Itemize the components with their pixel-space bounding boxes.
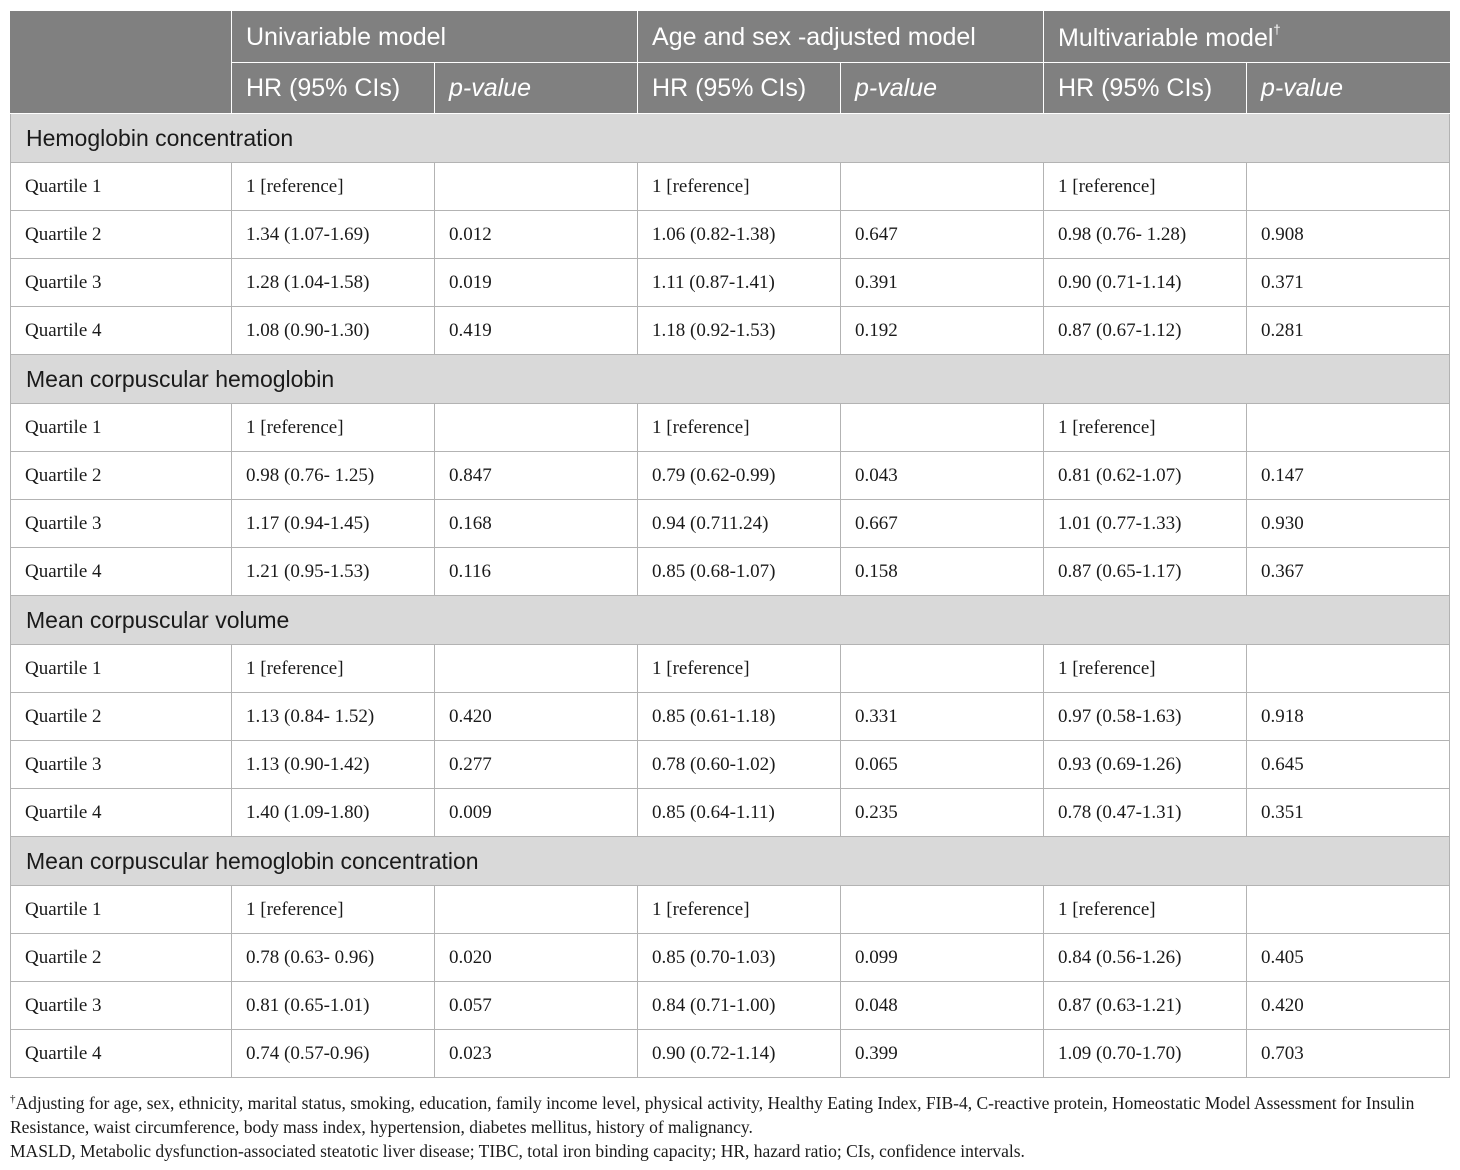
hr-ci-cell: 1.13 (0.84- 1.52) — [232, 693, 435, 741]
hr-ci-cell: 1 [reference] — [1044, 645, 1247, 693]
p-value-cell: 0.048 — [841, 982, 1044, 1030]
table-row — [11, 789, 1450, 837]
footnote-adjusting-text: Adjusting for age, sex, ethnicity, marital status, smoking, education, family income level, physical activity, Healthy Eating Index, FIB-4, C-reactive protein, Homeostatic Model Assessment for Insulin Resistance, waist circumference, body mass index, hypertension, diabetes mellitus, history of malignancy. — [10, 1093, 1415, 1137]
p-value-cell: 0.009 — [435, 789, 638, 837]
table-row — [11, 500, 1450, 548]
header-p-value: p-value — [1247, 63, 1450, 114]
p-value-cell: 0.420 — [435, 693, 638, 741]
p-value-cell: 0.918 — [1247, 693, 1450, 741]
header-hr-ci: HR (95% CIs) — [638, 63, 841, 114]
p-value-cell — [435, 886, 638, 934]
row-label: Quartile 2 — [11, 211, 232, 259]
row-label: Quartile 4 — [11, 1030, 232, 1078]
p-value-cell: 0.057 — [435, 982, 638, 1030]
hr-ci-cell: 1 [reference] — [1044, 886, 1247, 934]
table-row — [11, 548, 1450, 596]
hr-ci-cell: 0.84 (0.71-1.00) — [638, 982, 841, 1030]
footnote-abbreviations: MASLD, Metabolic dysfunction-associated steatotic liver disease; TIBC, total iron binding capacity; HR, hazard ratio; CIs, confidence intervals. — [10, 1141, 1025, 1161]
hr-ci-cell: 1 [reference] — [232, 163, 435, 211]
row-label: Quartile 2 — [11, 452, 232, 500]
p-value-cell: 0.281 — [1247, 307, 1450, 355]
row-label: Quartile 4 — [11, 789, 232, 837]
p-value-cell — [841, 404, 1044, 452]
row-label: Quartile 1 — [11, 645, 232, 693]
p-value-cell — [1247, 886, 1450, 934]
p-value-cell: 0.420 — [1247, 982, 1450, 1030]
row-label: Quartile 3 — [11, 259, 232, 307]
p-value-cell: 0.023 — [435, 1030, 638, 1078]
p-value-cell: 0.703 — [1247, 1030, 1450, 1078]
footnote-dagger: † — [10, 1093, 16, 1105]
p-value-cell: 0.019 — [435, 259, 638, 307]
row-label: Quartile 2 — [11, 934, 232, 982]
hr-ci-cell: 1.18 (0.92-1.53) — [638, 307, 841, 355]
hr-ci-cell: 1.21 (0.95-1.53) — [232, 548, 435, 596]
hr-ci-cell: 1.09 (0.70-1.70) — [1044, 1030, 1247, 1078]
header-group-row — [11, 12, 1450, 63]
p-value-cell: 0.645 — [1247, 741, 1450, 789]
p-value-cell — [435, 404, 638, 452]
table-row — [11, 982, 1450, 1030]
header-p-value: p-value — [435, 63, 638, 114]
p-value-cell: 0.043 — [841, 452, 1044, 500]
hr-ci-cell: 1 [reference] — [232, 886, 435, 934]
hr-ci-cell: 1.08 (0.90-1.30) — [232, 307, 435, 355]
section-row — [11, 114, 1450, 163]
p-value-cell: 0.351 — [1247, 789, 1450, 837]
hr-ci-cell: 0.74 (0.57-0.96) — [232, 1030, 435, 1078]
p-value-cell: 0.235 — [841, 789, 1044, 837]
row-label: Quartile 1 — [11, 886, 232, 934]
table-row — [11, 163, 1450, 211]
table-header — [11, 12, 1450, 114]
p-value-cell — [435, 645, 638, 693]
hr-ci-cell: 0.78 (0.63- 0.96) — [232, 934, 435, 982]
table-row — [11, 886, 1450, 934]
section-row — [11, 355, 1450, 404]
hr-ci-cell: 0.87 (0.63-1.21) — [1044, 982, 1247, 1030]
table-row — [11, 211, 1450, 259]
header-multivariable-label: Multivariable model — [1058, 23, 1274, 52]
hr-ci-cell: 0.85 (0.68-1.07) — [638, 548, 841, 596]
hr-ci-cell: 1.01 (0.77-1.33) — [1044, 500, 1247, 548]
header-hr-ci: HR (95% CIs) — [232, 63, 435, 114]
p-value-cell: 0.371 — [1247, 259, 1450, 307]
header-age-sex-label: Age and sex -adjusted model — [652, 22, 976, 51]
p-value-cell: 0.192 — [841, 307, 1044, 355]
table-row — [11, 1030, 1450, 1078]
p-value-cell — [841, 163, 1044, 211]
p-value-cell: 0.116 — [435, 548, 638, 596]
hr-ci-cell: 0.79 (0.62-0.99) — [638, 452, 841, 500]
table-row — [11, 645, 1450, 693]
p-value-cell: 0.020 — [435, 934, 638, 982]
hr-ci-cell: 0.85 (0.61-1.18) — [638, 693, 841, 741]
hr-ci-cell: 0.78 (0.47-1.31) — [1044, 789, 1247, 837]
p-value-cell: 0.847 — [435, 452, 638, 500]
row-label: Quartile 1 — [11, 163, 232, 211]
hazard-ratio-table — [10, 11, 1450, 1078]
row-label: Quartile 1 — [11, 404, 232, 452]
hr-ci-cell: 0.85 (0.70-1.03) — [638, 934, 841, 982]
p-value-cell: 0.099 — [841, 934, 1044, 982]
p-value-cell — [841, 645, 1044, 693]
hr-ci-cell: 1 [reference] — [638, 404, 841, 452]
hr-ci-cell: 1 [reference] — [232, 645, 435, 693]
hr-ci-cell: 0.81 (0.65-1.01) — [232, 982, 435, 1030]
hr-ci-cell: 0.85 (0.64-1.11) — [638, 789, 841, 837]
table-row — [11, 934, 1450, 982]
p-value-cell — [841, 886, 1044, 934]
section-title: Mean corpuscular volume — [11, 596, 1450, 645]
p-value-cell: 0.277 — [435, 741, 638, 789]
row-label: Quartile 3 — [11, 982, 232, 1030]
row-label: Quartile 4 — [11, 548, 232, 596]
header-p-value: p-value — [841, 63, 1044, 114]
hr-ci-cell: 1.17 (0.94-1.45) — [232, 500, 435, 548]
p-value-cell: 0.147 — [1247, 452, 1450, 500]
table-row — [11, 741, 1450, 789]
hr-ci-cell: 0.97 (0.58-1.63) — [1044, 693, 1247, 741]
hr-ci-cell: 0.93 (0.69-1.26) — [1044, 741, 1247, 789]
table-row — [11, 693, 1450, 741]
header-hr-ci: HR (95% CIs) — [1044, 63, 1247, 114]
hr-ci-cell: 0.94 (0.711.24) — [638, 500, 841, 548]
table-row — [11, 452, 1450, 500]
hr-ci-cell: 1 [reference] — [232, 404, 435, 452]
header-univariable — [232, 12, 638, 63]
header-multivariable — [1044, 12, 1450, 63]
p-value-cell: 0.168 — [435, 500, 638, 548]
row-label: Quartile 2 — [11, 693, 232, 741]
hr-ci-cell: 1 [reference] — [638, 163, 841, 211]
section-title: Mean corpuscular hemoglobin — [11, 355, 1450, 404]
p-value-cell: 0.667 — [841, 500, 1044, 548]
row-label: Quartile 3 — [11, 500, 232, 548]
p-value-cell: 0.647 — [841, 211, 1044, 259]
section-title: Hemoglobin concentration — [11, 114, 1450, 163]
header-age-sex-adjusted — [638, 12, 1044, 63]
table-row — [11, 404, 1450, 452]
p-value-cell: 0.908 — [1247, 211, 1450, 259]
hr-ci-cell: 0.87 (0.65-1.17) — [1044, 548, 1247, 596]
hr-ci-cell: 0.98 (0.76- 1.28) — [1044, 211, 1247, 259]
hr-ci-cell: 0.90 (0.71-1.14) — [1044, 259, 1247, 307]
section-title: Mean corpuscular hemoglobin concentration — [11, 837, 1450, 886]
table-footnotes — [10, 1087, 1455, 1163]
hr-ci-cell: 0.87 (0.67-1.12) — [1044, 307, 1247, 355]
hr-ci-cell: 1 [reference] — [1044, 404, 1247, 452]
footnote-adjusting — [10, 1087, 1455, 1139]
row-label: Quartile 3 — [11, 741, 232, 789]
table-body — [11, 114, 1450, 1078]
table-row — [11, 259, 1450, 307]
hr-ci-cell: 1.40 (1.09-1.80) — [232, 789, 435, 837]
section-row — [11, 837, 1450, 886]
hr-ci-cell: 0.90 (0.72-1.14) — [638, 1030, 841, 1078]
hr-ci-cell: 0.98 (0.76- 1.25) — [232, 452, 435, 500]
hr-ci-cell: 1.28 (1.04-1.58) — [232, 259, 435, 307]
results-table-container — [10, 11, 1449, 1078]
header-blank-cell — [11, 12, 232, 114]
p-value-cell: 0.012 — [435, 211, 638, 259]
p-value-cell: 0.367 — [1247, 548, 1450, 596]
p-value-cell: 0.419 — [435, 307, 638, 355]
hr-ci-cell: 1.11 (0.87-1.41) — [638, 259, 841, 307]
hr-ci-cell: 1.13 (0.90-1.42) — [232, 741, 435, 789]
table-row — [11, 307, 1450, 355]
p-value-cell: 0.065 — [841, 741, 1044, 789]
row-label: Quartile 4 — [11, 307, 232, 355]
hr-ci-cell: 1.06 (0.82-1.38) — [638, 211, 841, 259]
header-univariable-label: Univariable model — [246, 22, 447, 51]
p-value-cell: 0.391 — [841, 259, 1044, 307]
p-value-cell: 0.158 — [841, 548, 1044, 596]
p-value-cell — [435, 163, 638, 211]
hr-ci-cell: 0.81 (0.62-1.07) — [1044, 452, 1247, 500]
p-value-cell: 0.399 — [841, 1030, 1044, 1078]
dagger-marker: † — [1273, 21, 1281, 37]
hr-ci-cell: 1 [reference] — [1044, 163, 1247, 211]
p-value-cell: 0.930 — [1247, 500, 1450, 548]
hr-ci-cell: 1 [reference] — [638, 886, 841, 934]
hr-ci-cell: 0.84 (0.56-1.26) — [1044, 934, 1247, 982]
p-value-cell: 0.405 — [1247, 934, 1450, 982]
hr-ci-cell: 1 [reference] — [638, 645, 841, 693]
p-value-cell — [1247, 404, 1450, 452]
hr-ci-cell: 1.34 (1.07-1.69) — [232, 211, 435, 259]
hr-ci-cell: 0.78 (0.60-1.02) — [638, 741, 841, 789]
section-row — [11, 596, 1450, 645]
p-value-cell: 0.331 — [841, 693, 1044, 741]
p-value-cell — [1247, 163, 1450, 211]
p-value-cell — [1247, 645, 1450, 693]
